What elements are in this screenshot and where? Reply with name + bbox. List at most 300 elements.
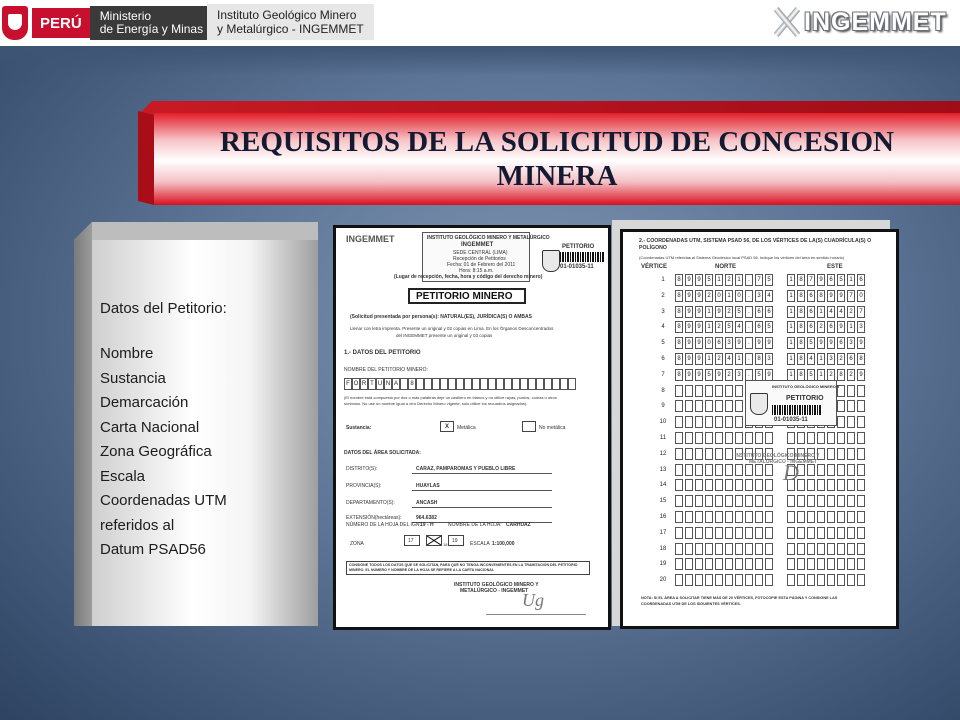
coordinate-digit [695,416,703,428]
name-char [504,378,512,390]
non-metallic-label: No metálica [539,425,566,431]
metallic-label: Metálica [457,425,476,431]
coordinate-digit [857,511,865,523]
column-gap [775,558,785,572]
coordinate-digit [705,385,713,397]
coordinate-digit: 5 [705,274,713,286]
panel-bevel-side [74,222,92,626]
name-char: U [376,378,384,390]
coordinate-digit: 1 [725,290,733,302]
coordinate-digit [725,464,733,476]
petitorio-code: 01-01035-11 [560,264,594,270]
coordinate-digit [715,574,723,586]
sheet-label: NÚMERO DE LA HOJA DEL IGN: [346,522,421,528]
coordinate-digit: 6 [715,337,723,349]
coordinate-digit: 9 [817,337,825,349]
coordinate-digit [827,448,835,460]
coordinate-digit [837,416,845,428]
coordinate-digit [685,448,693,460]
coordinate-digit [675,400,683,412]
coordinate-digit: 1 [787,274,795,286]
coordinate-digit [755,432,763,444]
coordinate-digit [837,432,845,444]
ministry-line-2: de Energía y Minas [99,22,204,36]
vertex-number: 16 [659,514,667,520]
coordinate-digit: 8 [675,290,683,302]
coordinate-digit [725,527,733,539]
coordinate-digit [765,495,773,507]
coordinate-digit [817,495,825,507]
coordinate-digit: 9 [735,337,743,349]
stamp-line: Fecha: 01 de Febrero del 2011 [447,262,516,268]
title-banner [138,101,960,205]
coordinate-digit: 3 [725,337,733,349]
coordinate-digit [745,495,753,507]
name-char: T [368,378,376,390]
coordinate-digit [715,558,723,570]
coordinate-digit [857,416,865,428]
signature-line [486,614,586,615]
coordinate-digit [715,479,723,491]
list-item: Carta Nacional [100,418,200,436]
column-gap [775,527,785,541]
coordinate-digit: 9 [827,290,835,302]
coordinate-digit [675,432,683,444]
coordinate-digit [857,495,865,507]
coordinate-digit [847,495,855,507]
coordinate-digit: 2 [725,369,733,381]
vertex-number: 4 [661,324,665,331]
name-char: N [384,378,392,390]
coordinate-digit [755,558,763,570]
vertex-number: 15 [659,498,667,505]
coordinate-digit [705,495,713,507]
coordinate-digit [827,574,835,586]
coords-subtitle: (Coordenadas UTM referidas al Sistema Geodésico local PSAD 56. Indique los vértices del área en sentido horario) [639,255,845,260]
coordinate-digit [847,432,855,444]
column-gap [775,432,785,446]
list-item: Sustancia [100,369,166,387]
list-item: Demarcación [100,394,189,411]
coordinate-digit: 9 [685,290,693,302]
name-char: O [352,378,360,390]
coordinate-digit [807,527,815,539]
col-east: ESTE [827,264,843,270]
sheet-name-label: NOMBRE DE LA HOJA: [448,522,502,528]
coordinate-digit: 8 [675,321,683,333]
vertex-number: 10 [659,419,667,426]
doc-brand: INGEMMET [346,234,395,244]
coordinate-digit [715,385,723,397]
coordinate-digit: 4 [807,353,815,365]
coordinate-row [675,574,899,588]
name-char: A [392,378,400,390]
coordinate-digit [745,432,753,444]
coordinate-digit [725,416,733,428]
coat-of-arms-icon [2,6,28,40]
coordinate-digit [715,511,723,523]
column-gap [775,290,785,304]
coordinate-digit: 4 [765,290,773,302]
coordinate-digit [735,558,743,570]
coordinate-digit: 2 [847,306,855,318]
zone-18-box [426,535,442,546]
coordinate-digit [847,527,855,539]
coordinate-digit: 6 [807,290,815,302]
coordinate-digit [675,448,683,460]
coordinate-digit [847,479,855,491]
coordinate-row [675,306,899,320]
coordinate-digit [675,495,683,507]
list-item: Zona Geográfica [100,443,212,460]
coordinate-digit [685,495,693,507]
coordinate-digit [755,479,763,491]
coordinate-digit [715,448,723,460]
coordinate-digit: 6 [755,321,763,333]
coordinate-digit [827,527,835,539]
ministry-line-1: Ministerio [99,9,152,23]
coordinate-digit [735,479,743,491]
coordinate-digit [817,464,825,476]
coordinate-digit: 6 [857,274,865,286]
coordinate-digit [735,385,743,397]
coordinate-digit [797,511,805,523]
coordinate-row [675,290,899,304]
field-label: EXTENSIÓN(hectáreas): [346,515,402,521]
name-char [456,378,464,390]
coat-of-arms-icon [542,250,560,272]
coordinate-digit: 9 [685,321,693,333]
coordinate-digit [755,511,763,523]
coordinate-digit [725,400,733,412]
coordinate-digit: 1 [817,306,825,318]
banner-face [154,113,960,205]
coordinate-digit [675,464,683,476]
signature-image: Ug [522,590,544,610]
field-value: 964.6382 [416,515,437,521]
coordinate-digit: . [745,353,753,365]
coordinate-digit [787,527,795,539]
coordinate-digit: 5 [755,369,763,381]
coordinate-digit [705,527,713,539]
coordinate-digit [827,511,835,523]
barcode-icon [560,252,604,262]
coordinate-digit [735,574,743,586]
coordinate-digit: 6 [827,274,835,286]
name-note-line: (El nombre está compuesto por dos o más palabras deje un casillero en blanco y no utilice rayas, puntos, comas u otros [344,395,557,400]
coordinate-digit [857,479,865,491]
ingemmet-brand-text: INGEMMET [804,7,947,36]
coordinate-digit: 8 [857,353,865,365]
vertex-number: 12 [659,450,667,457]
coordinate-digit [695,511,703,523]
field-label: DEPARTAMENTO(S): [346,500,395,506]
name-char [520,378,528,390]
coordinate-digit: 6 [837,337,845,349]
coordinate-digit [847,416,855,428]
scale-value: 1:100,000 [492,541,515,547]
coordinate-digit [827,495,835,507]
coordinate-digit: 5 [735,306,743,318]
coordinate-digit: 3 [857,321,865,333]
coordinate-digit: 9 [765,337,773,349]
coordinate-digit [725,574,733,586]
coordinate-digit [827,558,835,570]
column-gap [775,353,785,367]
coordinate-digit: 9 [695,353,703,365]
coordinate-digit [837,448,845,460]
panel-bevel-top [74,222,318,240]
coordinate-digit: 9 [715,306,723,318]
coordinate-digit [807,495,815,507]
coordinate-digit [817,479,825,491]
field-underline [412,473,552,474]
field-value: HUAYLAS [416,483,440,489]
coordinate-digit [857,400,865,412]
coordinate-digit [787,543,795,555]
coordinate-digit [847,400,855,412]
coordinate-digit [675,574,683,586]
coordinate-digit: 2 [715,353,723,365]
name-char [480,378,488,390]
col-north: NORTE [715,264,736,270]
vertex-number: 7 [661,371,665,378]
coat-of-arms-icon [750,393,768,415]
name-char: 8 [408,378,416,390]
note-line: COORDENADAS UTM DE LOS SIGUIENTES VÉRTICES. [641,602,741,606]
name-char [448,378,456,390]
stamp-line: Recepción de Petitorios [453,256,506,262]
petitorio-label: PETITORIO [562,244,595,250]
name-char [472,378,480,390]
name-label: NOMBRE DEL PETITORIO MINERO: [344,367,428,373]
coordinate-digit: 1 [787,353,795,365]
coordinate-digit [847,574,855,586]
coordinate-digit [695,385,703,397]
warning-line: CONSIGNE TODOS LOS DATOS QUE SE SOLICITAN, PARA QUE NO TENGA INCONVENIENTES EN LA TRAMITACIÓN DEL PETITORIO [349,563,578,567]
coordinate-digit [837,495,845,507]
sheet-value: 19 - H [420,522,434,528]
coordinate-digit: 7 [807,274,815,286]
coordinate-digit [675,479,683,491]
vertex-number: 11 [659,435,667,441]
stamp-inst-line: INSTITUTO GEOLÓGICO MINERO Y [772,384,840,389]
coordinate-digit [695,543,703,555]
coordinate-digit [817,527,825,539]
coordinate-digit [837,558,845,570]
coordinate-digit: 2 [817,321,825,333]
coordinate-digit: 2 [715,321,723,333]
petitorio-form-scan [333,225,611,630]
coordinate-digit [755,574,763,586]
coordinate-digit: 1 [705,321,713,333]
field-underline [412,490,552,491]
peru-government-logo [0,0,213,46]
coordinate-row [675,543,899,557]
name-char [536,378,544,390]
vertex-number: 9 [661,403,665,410]
name-char [552,378,560,390]
coordinate-digit [765,543,773,555]
vertex-number: 1 [661,277,665,283]
warning-box [346,561,590,575]
name-char [424,378,432,390]
coordinate-digit [705,432,713,444]
coordinate-digit [715,400,723,412]
name-char: F [344,378,352,390]
institute-line-1: Instituto Geológico Minero [217,8,357,22]
coordinate-digit [695,495,703,507]
coordinate-digit [695,464,703,476]
coordinate-digit: 8 [675,353,683,365]
coordinate-digit: 0 [735,290,743,302]
coordinate-digit [695,558,703,570]
coordinate-row [675,337,899,351]
coordinate-digit [675,543,683,555]
requirements-list [100,342,227,563]
coordinate-digit: 9 [695,369,703,381]
coordinate-digit: 8 [675,274,683,286]
coordinate-row [675,495,899,509]
zone-18: 18 [443,542,448,547]
coordinate-digit [797,558,805,570]
instruction-line: Llenar con letra imprenta. Presente un original y 02 copias en Lima. En los Órganos Desconcentrados [350,326,554,331]
coordinate-digit: 1 [787,369,795,381]
scale-label: ESCALA [470,541,490,547]
coordinate-digit: 3 [765,353,773,365]
name-boxes [344,378,576,390]
coordinate-digit [685,558,693,570]
coordinate-digit: 8 [817,290,825,302]
zone-17: 17 [408,538,414,544]
coordinate-digit [735,543,743,555]
coordinate-digit [797,432,805,444]
coordinate-digit: 8 [797,353,805,365]
coordinate-row [675,274,899,288]
vertex-number: 8 [661,387,665,394]
coordinate-digit [827,432,835,444]
coordinate-digit [807,479,815,491]
coordinate-digit [685,527,693,539]
coordinate-digit: 7 [857,306,865,318]
coordinate-digit [725,543,733,555]
coordinate-digit: 8 [797,306,805,318]
coordinate-row [675,321,899,335]
coordinate-digit: 0 [715,290,723,302]
coordinate-digit [837,464,845,476]
coordinate-digit: 4 [725,353,733,365]
coordinate-digit: 6 [827,321,835,333]
coordinate-digit [847,558,855,570]
coordinate-digit: 8 [675,306,683,318]
stamp-line: Hora: 8:15 a.m. [459,268,494,274]
coordinate-digit [685,432,693,444]
header-shadow [0,46,960,76]
coordinate-digit: 2 [847,369,855,381]
metallic-checkbox [440,421,454,432]
footer-stamp-line: INSTITUTO GEOLÓGICO MINERO Y [454,582,539,588]
coordinate-digit [695,574,703,586]
coordinate-digit: 0 [705,337,713,349]
coordinate-digit [695,448,703,460]
area-title: DATOS DEL ÁREA SOLICITADA: [344,450,421,456]
coordinate-digit: 1 [705,306,713,318]
column-gap [775,321,785,335]
field-underline [412,507,552,508]
coordinate-digit [817,432,825,444]
field-label: DISTRITO(S): [346,466,378,472]
coordinate-digit [765,527,773,539]
coordinate-digit [705,400,713,412]
coordinate-row [675,432,899,446]
coordinate-digit [675,416,683,428]
coordinate-digit [817,511,825,523]
coordinate-digit [755,543,763,555]
coordinate-digit [857,448,865,460]
name-char [440,378,448,390]
vertex-number: 3 [661,308,665,315]
coordinate-digit [817,543,825,555]
name-char [560,378,568,390]
coordinate-digit [787,511,795,523]
coordinate-digit [787,574,795,586]
coordinate-digit: 6 [755,306,763,318]
coordinate-digit [847,448,855,460]
name-char [496,378,504,390]
coordinate-digit [685,511,693,523]
stamp-code: 01-01035-11 [774,417,808,423]
coordinate-digit [857,558,865,570]
coordinate-digit: 9 [695,274,703,286]
coordinate-digit [857,543,865,555]
coordinate-row [675,511,899,525]
coordinate-digit: 9 [827,337,835,349]
coordinate-digit [735,416,743,428]
coordinate-digit [745,527,753,539]
coordinate-digit: 1 [705,353,713,365]
institute-line-2: y Metalúrgico - INGEMMET [217,22,364,36]
coordinate-digit [735,495,743,507]
coordinate-digit: 5 [705,369,713,381]
coordinate-digit [745,574,753,586]
coordinate-digit: 5 [807,337,815,349]
coordinate-digit: . [745,290,753,302]
coordinate-digit [807,432,815,444]
coordinate-digit [847,385,855,397]
banner-bevel-side [138,111,154,205]
coordinate-digit [745,479,753,491]
coordinate-digit [797,527,805,539]
coordinate-digit [765,432,773,444]
coordinate-digit: 9 [857,337,865,349]
coordinate-digit: 9 [755,337,763,349]
coordinate-digit [725,432,733,444]
coordinate-digit [725,448,733,460]
coordinate-digit: 1 [787,337,795,349]
coordinate-digit: 6 [847,353,855,365]
stamp-inst-line: METALÚRGICO - INGEMMET [749,459,818,465]
coordinate-digit [847,464,855,476]
coordinate-digit: 9 [837,321,845,333]
note-line: NOTA: SI EL ÁREA A SOLICITAR TIENE MÁS DE 20 VÉRTICES, FOTOCOPIE ESTA PÁGINA Y CONSIGNE LAS [641,596,838,600]
coordinate-digit: 0 [857,290,865,302]
coordinate-digit [705,479,713,491]
coordinate-digit: 9 [695,337,703,349]
coordinate-digit [787,495,795,507]
form-title: PETITORIO MINERO [416,291,513,302]
column-gap [775,274,785,288]
coordinate-digit: 3 [827,353,835,365]
